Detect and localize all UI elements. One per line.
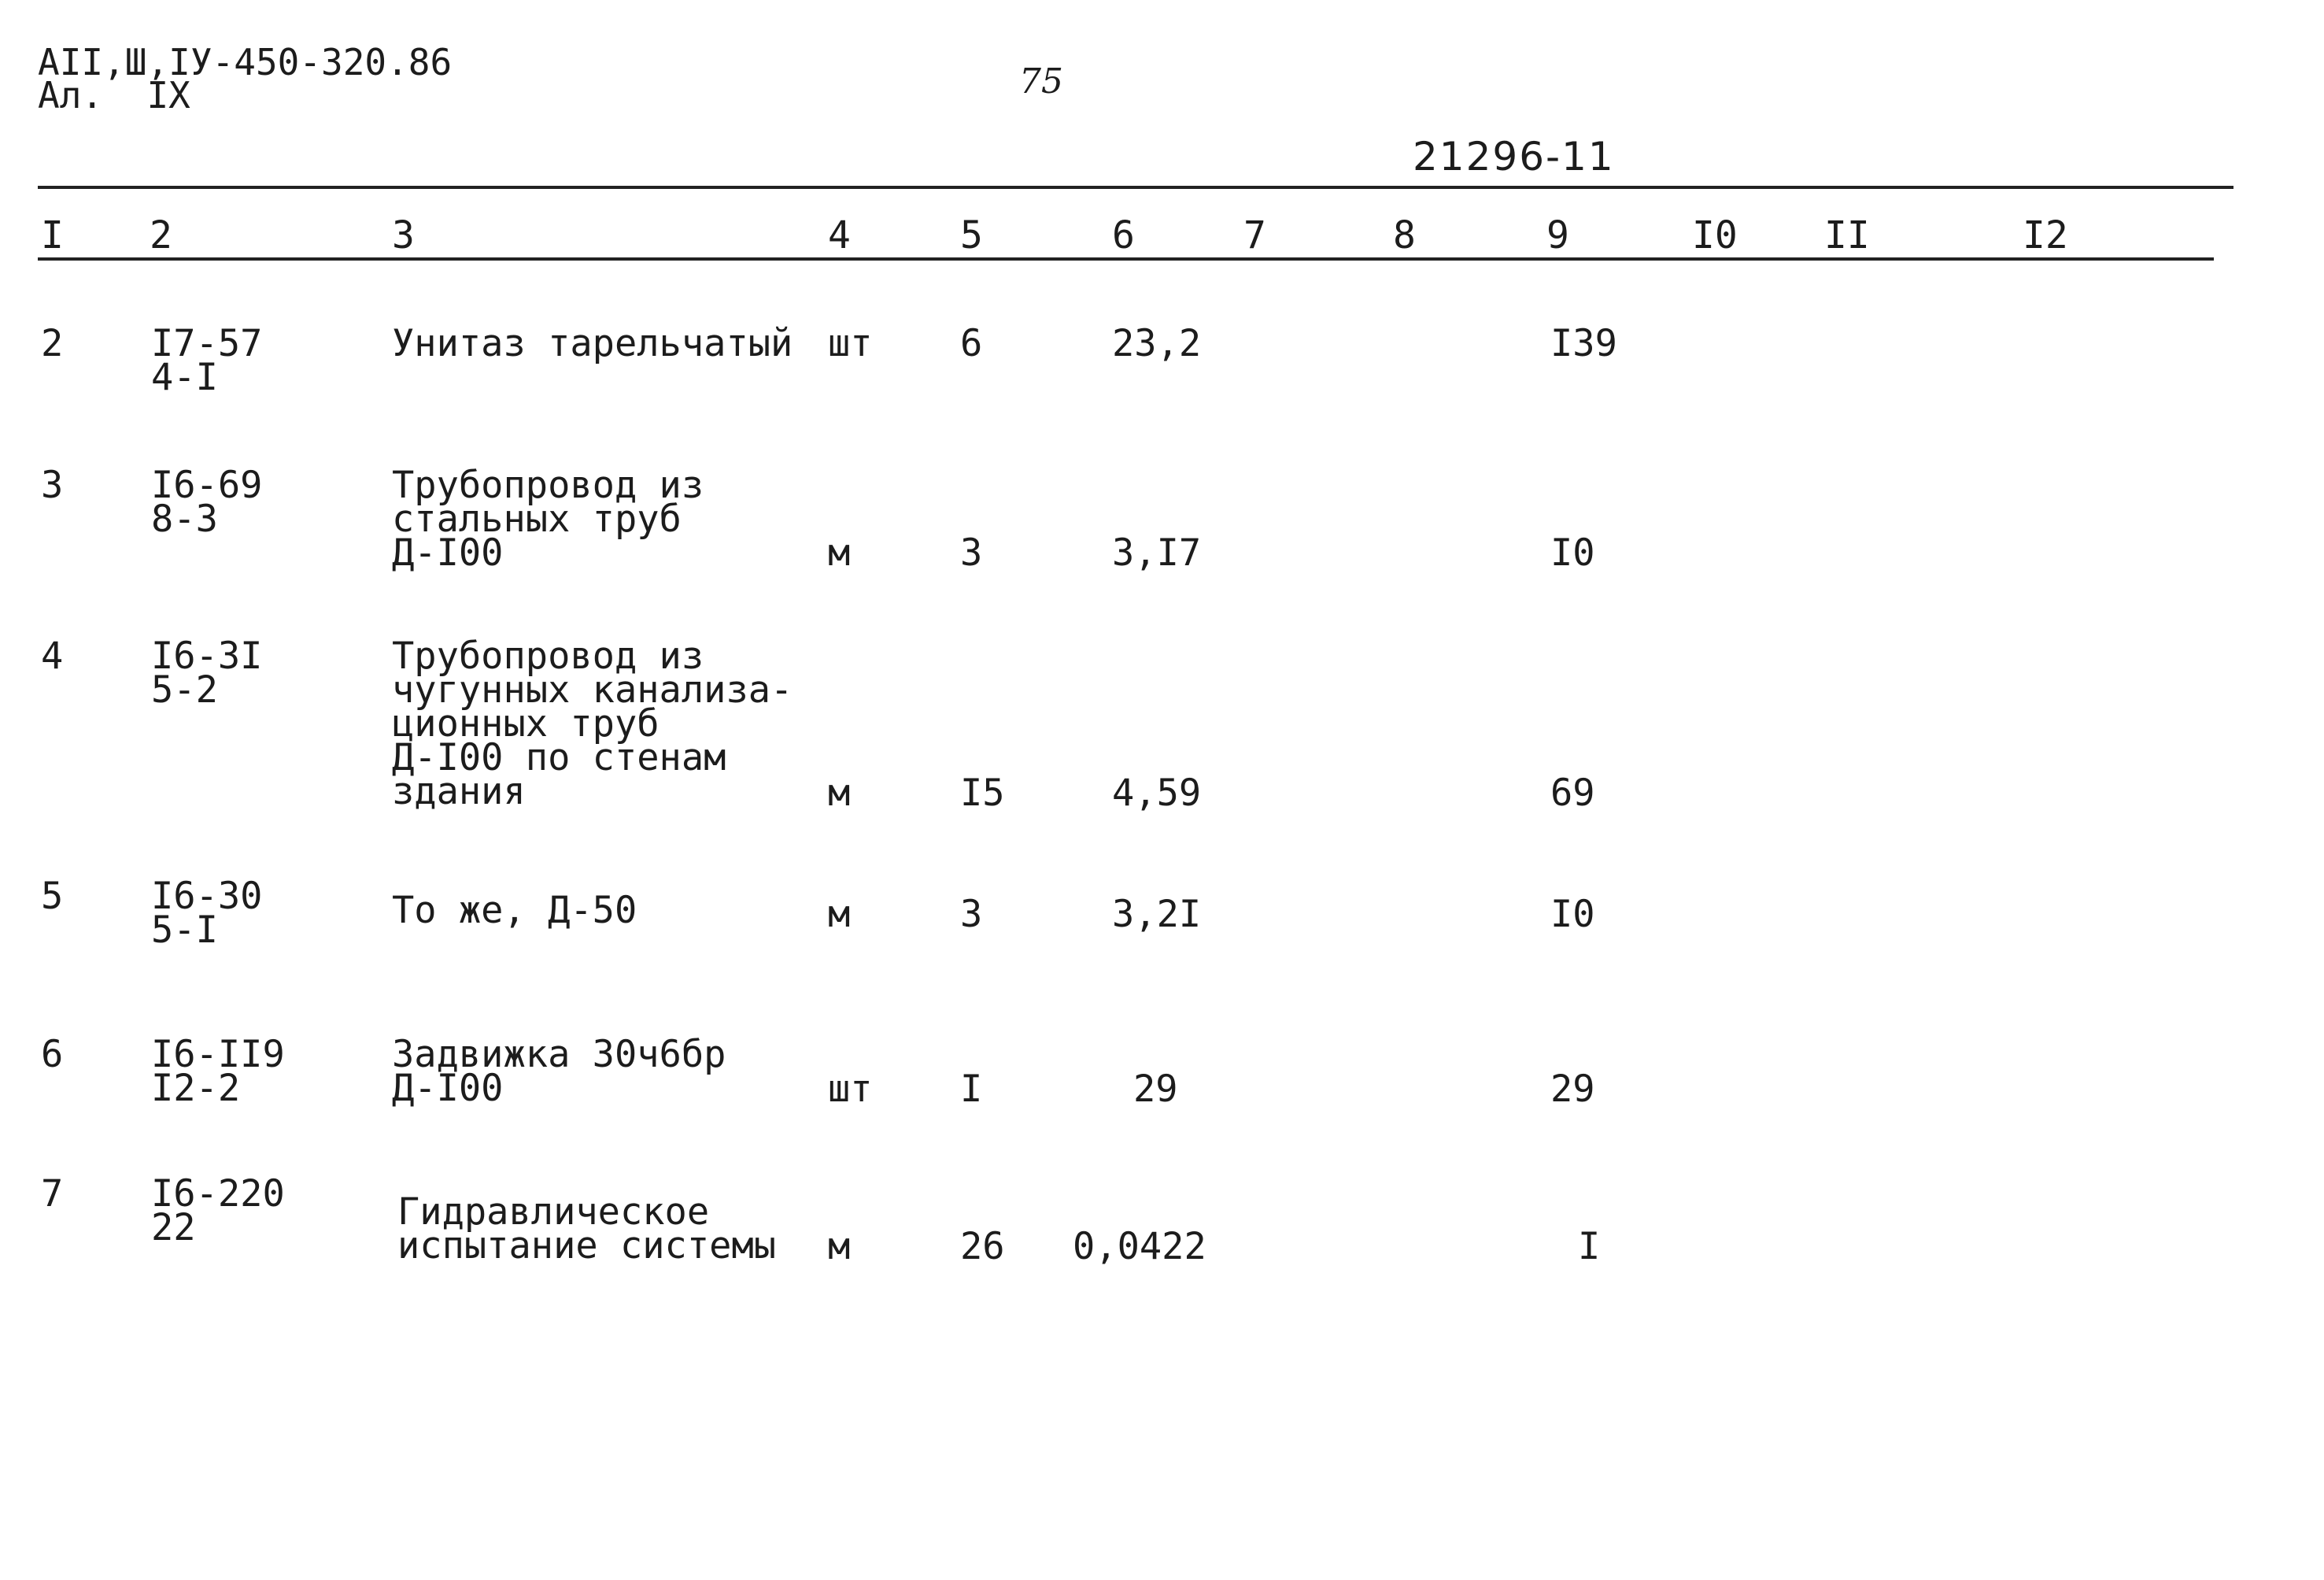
row-number: 6 bbox=[41, 1033, 64, 1076]
rate-code: I6-220 22 bbox=[151, 1172, 285, 1249]
unit-price: 3,I7 bbox=[1112, 531, 1202, 575]
column-header: 8 bbox=[1393, 213, 1416, 257]
unit: м bbox=[828, 1225, 851, 1268]
rate-code: I6-3I 5-2 bbox=[151, 635, 263, 712]
row-number: 5 bbox=[41, 875, 64, 918]
column-header: I0 bbox=[1692, 213, 1738, 257]
total-cost: I bbox=[1578, 1225, 1601, 1268]
unit: шт bbox=[828, 1068, 873, 1111]
document-code: АII,Ш,IУ-450-320.86 bbox=[38, 41, 453, 83]
row-number: 3 bbox=[41, 464, 64, 507]
column-header: II bbox=[1824, 213, 1870, 257]
unit-price: 4,59 bbox=[1112, 771, 1202, 815]
total-cost: 29 bbox=[1550, 1068, 1595, 1111]
quantity: 3 bbox=[960, 531, 983, 575]
work-description: Задвижка 30ч6бр Д-I00 bbox=[392, 1033, 726, 1110]
column-header: 6 bbox=[1112, 213, 1135, 257]
unit: м bbox=[828, 531, 851, 575]
quantity: 6 bbox=[960, 322, 983, 365]
column-header: I bbox=[41, 213, 64, 257]
column-header: 5 bbox=[960, 213, 983, 257]
quantity: I bbox=[960, 1068, 983, 1111]
unit-price: 29 bbox=[1133, 1068, 1178, 1111]
rate-code: I7-57 4-I bbox=[151, 322, 263, 399]
unit: шт bbox=[828, 322, 873, 365]
total-cost: I0 bbox=[1550, 531, 1595, 575]
total-cost: 69 bbox=[1550, 771, 1595, 815]
unit: м bbox=[828, 893, 851, 936]
column-header: 2 bbox=[150, 213, 172, 257]
rate-code: I6-30 5-I bbox=[151, 875, 263, 952]
unit-price: 3,2I bbox=[1112, 893, 1202, 936]
rate-code: I6-69 8-3 bbox=[151, 464, 263, 541]
work-description: То же, Д-50 bbox=[392, 889, 637, 932]
work-description: Трубопровод из стальных труб Д-I00 bbox=[392, 464, 704, 575]
column-header: 3 bbox=[392, 213, 415, 257]
unit-price: 0,0422 bbox=[1073, 1225, 1206, 1268]
quantity: I5 bbox=[960, 771, 1005, 815]
page-number: 75 bbox=[1019, 61, 1063, 102]
sheet-label: Ал. IХ bbox=[38, 74, 190, 117]
total-cost: I39 bbox=[1550, 322, 1617, 365]
row-number: 4 bbox=[41, 635, 64, 678]
row-number: 7 bbox=[41, 1172, 64, 1216]
rate-code: I6-II9 I2-2 bbox=[151, 1033, 285, 1110]
document-number: 21296-11 bbox=[1413, 134, 1615, 179]
quantity: 3 bbox=[960, 893, 983, 936]
column-header: I2 bbox=[2023, 213, 2068, 257]
column-header: 9 bbox=[1546, 213, 1569, 257]
work-description: Унитаз тарельчатый bbox=[392, 322, 793, 365]
unit: м bbox=[828, 771, 851, 815]
unit-price: 23,2 bbox=[1112, 322, 1202, 365]
column-header: 4 bbox=[828, 213, 851, 257]
column-header: 7 bbox=[1243, 213, 1266, 257]
work-description: Трубопровод из чугунных канализа- ционных труб Д-I00 по стенам здания bbox=[392, 635, 793, 813]
header-rule bbox=[38, 257, 2214, 261]
row-number: 2 bbox=[41, 322, 64, 365]
quantity: 26 bbox=[960, 1225, 1005, 1268]
work-description: Гидравлическое испытание системы bbox=[397, 1190, 777, 1267]
top-rule bbox=[38, 186, 2233, 189]
total-cost: I0 bbox=[1550, 893, 1595, 936]
